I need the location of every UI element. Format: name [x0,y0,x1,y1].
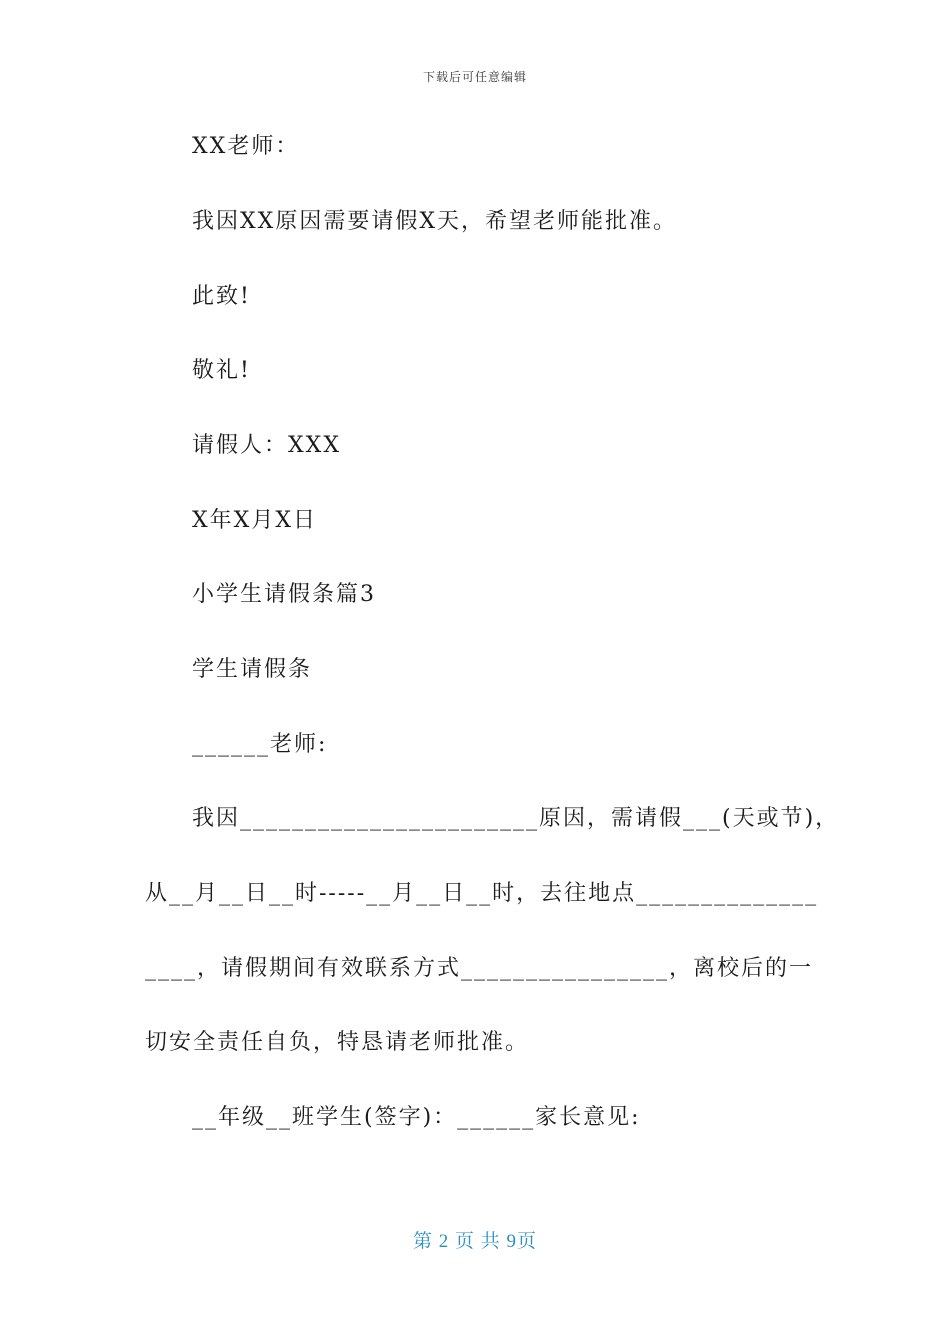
date-line: X年X月X日 [192,508,317,533]
form-line-4: 切安全责任自负，特恳请老师批准。 [145,1030,530,1055]
signer-line: 请假人：XXX [192,433,341,458]
form-line-3: ____，请假期间有效联系方式________________，离校后的一 [145,956,814,981]
header-note: 下载后可任意编辑 [422,70,527,84]
closing-line-2: 敬礼! [192,358,251,383]
form-line-2: 从__月__日__时-----__月__日__时，去往地点______________ [145,881,819,906]
form-title: 学生请假条 [192,657,313,682]
section-heading: 小学生请假条篇3 [192,582,376,607]
form-salutation: ______老师: [192,732,328,757]
signature-line: __年级__班学生(签字)：______家长意见: [192,1105,641,1130]
salutation-line: XX老师： [192,134,300,159]
page-indicator: 第 2 页 共 9页 [412,1231,537,1252]
request-line: 我因XX原因需要请假X天，希望老师能批准。 [192,209,677,234]
closing-line-1: 此致! [192,284,251,309]
form-line-1: 我因_______________________原因，需请假___(天或节)， [192,806,840,831]
